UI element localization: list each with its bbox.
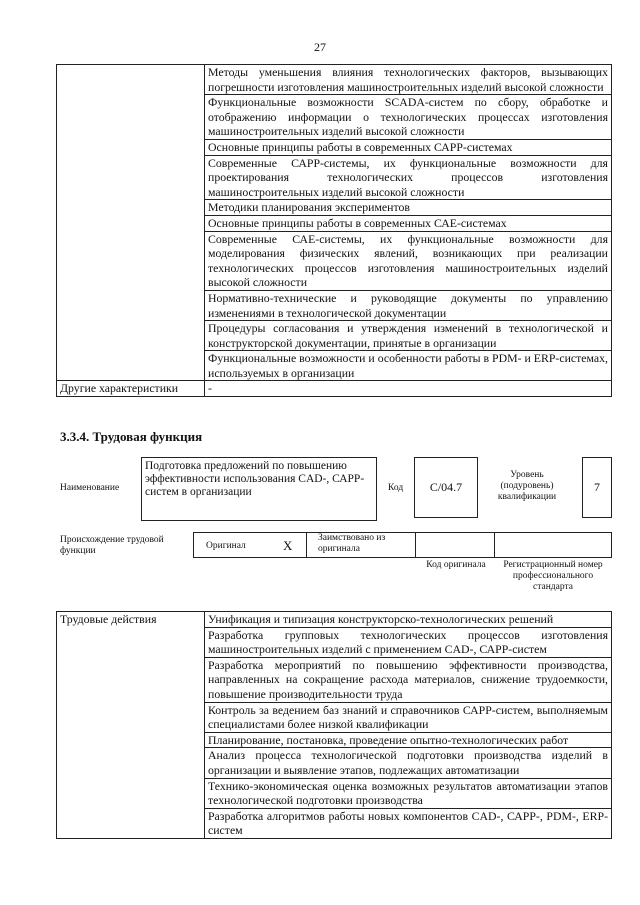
original-label: Оригинал	[206, 541, 246, 551]
table-cell: Унификация и типизация конструкторско-технологических решений	[205, 612, 612, 628]
knowledge-table	[56, 64, 612, 397]
labor-actions-label: Трудовые действия	[57, 612, 205, 839]
table-cell: Процедуры согласования и утверждения изменений в технологической и конструкторской документации, принятые в организации	[205, 321, 612, 351]
table-cell: Современные САРР-системы, их функциональные возможности для проектирования технологических процессов изготовления машиностроительных изделий высокой сложности	[205, 155, 612, 200]
table-cell: Контроль за ведением баз знаний и справочников САРР-систем, выполняемым специалистами более низкой квалификации	[205, 702, 612, 732]
other-characteristics-value: -	[205, 381, 612, 397]
table-cell: Технико-экономическая оценка возможных результатов автоматизации этапов технологической подготовки производства	[205, 778, 612, 808]
table-cell: Функциональные возможности и особенности работы в PDM- и ERP-системах, используемых в организации	[205, 351, 612, 381]
function-name-box: Подготовка предложений по повышению эффективности использования CAD-, САРР-систем в организации	[141, 457, 377, 521]
table-cell: Разработка алгоритмов работы новых компонентов CAD-, САРР-, PDM-, ERP-систем	[205, 808, 612, 838]
level-value-box: 7	[582, 457, 612, 518]
table-cell: Современные САЕ-системы, их функциональные возможности для моделирования физических явлений, возникающих при реализации технологических процессов изготовления машиностроительных изделий высокой сложности	[205, 231, 612, 290]
level-label: Уровень (подуровень) квалификации	[497, 470, 557, 502]
table-row	[57, 381, 612, 397]
table-cell: Анализ процесса технологической подготовки производства изделий в организации и выявление этапов, подлежащих автоматизации	[205, 748, 612, 778]
origin-divider	[415, 532, 416, 557]
labor-actions-table	[56, 611, 612, 839]
table-cell: Основные принципы работы в современных САРР-системах	[205, 139, 612, 155]
name-label: Наименование	[60, 483, 120, 493]
page-number: 27	[314, 40, 326, 54]
table-left-empty-cell	[57, 65, 205, 381]
code-label: Код	[388, 483, 404, 493]
reg-number-caption: Регистрационный номер профессионального стандарта	[503, 560, 603, 592]
table-cell: Функциональные возможности SCADA-систем по сбору, обработке и отображению информации о технологических процессах изготовления машиностроительных изделий высокой сложности	[205, 95, 612, 140]
table-cell: Основные принципы работы в современных САЕ-системах	[205, 215, 612, 231]
origin-label: Происхождение трудовой функции	[60, 535, 164, 556]
table-cell: Планирование, постановка, проведение опытно-технологических работ	[205, 732, 612, 748]
other-characteristics-label: Другие характеристики	[57, 381, 205, 397]
origin-divider	[306, 532, 307, 557]
borrowed-label: Заимствовано из оригинала	[318, 533, 386, 554]
function-code-box: С/04.7	[414, 457, 478, 518]
table-cell: Разработка групповых технологических процессов изготовления машиностроительных изделий с применением CAD-, САРР-систем	[205, 627, 612, 657]
origin-divider	[494, 532, 495, 557]
table-row	[57, 65, 612, 95]
table-row	[57, 612, 612, 628]
table-cell: Методы уменьшения влияния технологических факторов, вызывающих погрешности изготовления машиностроительных изделий высокой сложности	[205, 65, 612, 95]
table-cell: Разработка мероприятий по повышению эффективности производства, направленных на сокращение расхода материалов, снижение трудоемкости, повышение производительности труда	[205, 657, 612, 702]
original-mark: X	[283, 538, 293, 553]
table-cell: Методики планирования экспериментов	[205, 200, 612, 216]
section-heading: 3.3.4. Трудовая функция	[60, 429, 203, 444]
code-original-caption: Код оригинала	[426, 560, 486, 570]
table-cell: Нормативно-технические и руководящие документы по управлению изменениями в технологической документации	[205, 290, 612, 320]
